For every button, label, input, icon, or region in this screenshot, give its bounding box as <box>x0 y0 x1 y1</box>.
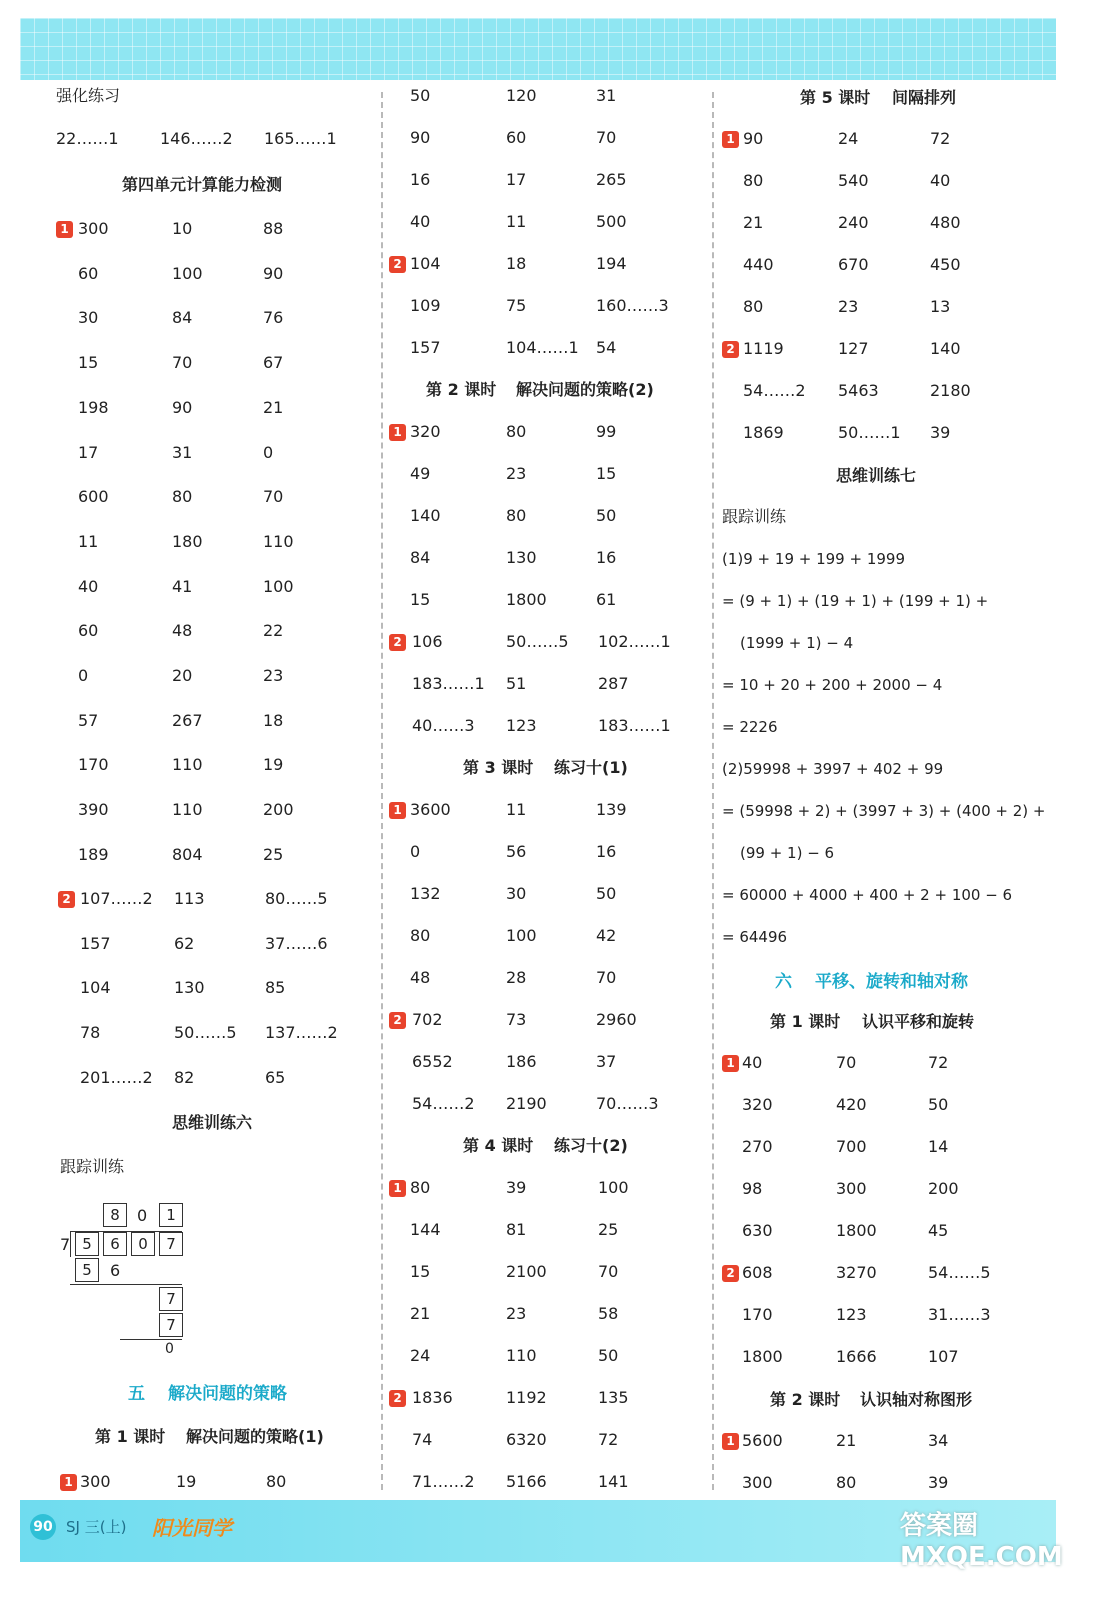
answer-cell: 80 <box>410 1178 431 1197</box>
answer-cell: 6320 <box>506 1430 547 1449</box>
equation-line: = (9 + 1) + (19 + 1) + (199 + 1) + <box>722 592 989 610</box>
answer-cell: 54……2 <box>412 1094 475 1113</box>
answer-cell: 25 <box>263 845 284 864</box>
quotient-digit: 0 <box>137 1206 148 1225</box>
answer-cell: 104……1 <box>506 338 579 357</box>
answer-cell: 18 <box>263 711 284 730</box>
answer-cell: 51 <box>506 674 527 693</box>
answer-cell: 267 <box>172 711 203 730</box>
question-tag: 1 <box>389 424 406 441</box>
answer-cell: 54……5 <box>928 1263 991 1282</box>
answer-cell: 5463 <box>838 381 879 400</box>
answer-cell: 40 <box>742 1053 763 1072</box>
question-tag: 2 <box>389 256 406 273</box>
question-tag: 1 <box>60 1474 77 1491</box>
answer-cell: 110 <box>506 1346 537 1365</box>
answer-cell: 16 <box>596 842 617 861</box>
answer-cell: 120 <box>506 86 537 105</box>
answer-cell: 57 <box>78 711 99 730</box>
answer-cell: 34 <box>928 1431 949 1450</box>
answer-cell: 130 <box>506 548 537 567</box>
answer-cell: 17 <box>78 443 99 462</box>
answer-cell: 450 <box>930 255 961 274</box>
answer-cell: 24 <box>410 1346 431 1365</box>
answer: 80 <box>266 1472 287 1491</box>
lesson-title: 练习十(2) <box>554 1136 628 1155</box>
question-tag: 1 <box>389 1180 406 1197</box>
question-tag: 2 <box>389 634 406 651</box>
lesson-title: 解决问题的策略(2) <box>516 380 654 399</box>
answer-cell: 23 <box>506 464 527 483</box>
answer-cell: 140 <box>410 506 441 525</box>
answer-cell: 21 <box>743 213 764 232</box>
answer-cell: 75 <box>506 296 527 315</box>
answer-cell: 123 <box>836 1305 867 1324</box>
answer-cell: 37 <box>596 1052 617 1071</box>
answer-cell: 76 <box>263 308 284 327</box>
answer-cell: 17 <box>506 170 527 189</box>
answer-cell: 90 <box>263 264 284 283</box>
answer-cell: 123 <box>506 716 537 735</box>
answer-cell: 50……1 <box>838 423 901 442</box>
answer-cell: 6552 <box>412 1052 453 1071</box>
answer-cell: 5166 <box>506 1472 547 1491</box>
answer-cell: 3600 <box>410 800 451 819</box>
answer-cell: 11 <box>506 800 527 819</box>
answer-cell: 60 <box>78 264 99 283</box>
equation-line: = 2226 <box>722 718 778 736</box>
answer-cell: 1800 <box>742 1347 783 1366</box>
answer-cell: 1800 <box>506 590 547 609</box>
remainder-digit: 7 <box>159 1287 183 1311</box>
answer-cell: 54……2 <box>743 381 806 400</box>
answer-cell: 3270 <box>836 1263 877 1282</box>
answer-cell: 2100 <box>506 1262 547 1281</box>
lesson-label: 第 1 课时 <box>95 1427 166 1446</box>
answer-cell: 23 <box>838 297 859 316</box>
answer-cell: 0 <box>263 443 274 462</box>
answer-cell: 100 <box>506 926 537 945</box>
division-line <box>70 1284 182 1285</box>
answer-cell: 50……5 <box>506 632 569 651</box>
answer-cell: 139 <box>596 800 627 819</box>
top-decor-band <box>20 18 1056 80</box>
lesson-label: 第 2 课时 <box>426 380 497 399</box>
answer-cell: 106 <box>412 632 443 651</box>
answer-cell: 70 <box>598 1262 619 1281</box>
quotient-digit: 1 <box>159 1203 183 1227</box>
answer-cell: 70 <box>836 1053 857 1072</box>
heading-track: 跟踪训练 <box>722 507 787 526</box>
heading-think7: 思维训练七 <box>836 466 917 485</box>
answer-cell: 98 <box>742 1179 763 1198</box>
answer-cell: 5600 <box>742 1431 783 1450</box>
answer-cell: 170 <box>742 1305 773 1324</box>
answer-cell: 19 <box>263 755 284 774</box>
answer-cell: 28 <box>506 968 527 987</box>
question-tag: 1 <box>389 802 406 819</box>
answer-cell: 80……5 <box>265 889 328 908</box>
lesson-label: 第 3 课时 <box>463 758 534 777</box>
question-tag: 2 <box>722 1265 739 1282</box>
answer-cell: 18 <box>506 254 527 273</box>
answer-cell: 60 <box>78 621 99 640</box>
answer-cell: 540 <box>838 171 869 190</box>
answer-cell: 50 <box>596 506 617 525</box>
answer-cell: 287 <box>598 674 629 693</box>
answer-cell: 170 <box>78 755 109 774</box>
section-title: 解决问题的策略 <box>168 1384 287 1404</box>
answer-cell: 80 <box>836 1473 857 1492</box>
divisor: 7 <box>60 1235 71 1254</box>
question-tag: 1 <box>722 1055 739 1072</box>
heading-track: 跟踪训练 <box>60 1157 125 1176</box>
answer-cell: 70 <box>596 128 617 147</box>
answer-cell: 25 <box>598 1220 619 1239</box>
answer-cell: 39 <box>506 1178 527 1197</box>
answer-cell: 183……1 <box>412 674 485 693</box>
answer-cell: 804 <box>172 845 203 864</box>
answer-cell: 20 <box>172 666 193 685</box>
answer-cell: 130 <box>174 978 205 997</box>
answer-cell: 157 <box>410 338 441 357</box>
answer-cell: 1800 <box>836 1221 877 1240</box>
answer-cell: 54 <box>596 338 617 357</box>
answer-cell: 102……1 <box>598 632 671 651</box>
answer-cell: 40……3 <box>412 716 475 735</box>
question-tag: 2 <box>58 891 75 908</box>
answer-cell: 420 <box>836 1095 867 1114</box>
answer-cell: 270 <box>742 1137 773 1156</box>
answer-cell: 56 <box>506 842 527 861</box>
answer-cell: 84 <box>410 548 431 567</box>
lesson-title: 解决问题的策略(1) <box>186 1427 324 1446</box>
answer-cell: 194 <box>596 254 627 273</box>
answer-cell: 11 <box>78 532 99 551</box>
question-tag: 2 <box>389 1390 406 1407</box>
equation-line: (99 + 1) − 6 <box>740 844 835 862</box>
answer-cell: 88 <box>263 219 284 238</box>
question-tag: 1 <box>56 221 73 238</box>
answer-cell: 300 <box>742 1473 773 1492</box>
answer-cell: 104 <box>80 978 111 997</box>
heading-unit4: 第四单元计算能力检测 <box>122 175 283 194</box>
answer-cell: 80 <box>506 422 527 441</box>
answer-cell: 13 <box>930 297 951 316</box>
answer-cell: 23 <box>506 1304 527 1323</box>
lesson-label: 第 1 课时 <box>770 1012 841 1031</box>
answer-cell: 73 <box>506 1010 527 1029</box>
answer-cell: 1836 <box>412 1388 453 1407</box>
answer-cell: 65 <box>265 1068 286 1087</box>
answer-cell: 30 <box>506 884 527 903</box>
equation-line: = (59998 + 2) + (3997 + 3) + (400 + 2) + <box>722 802 1046 820</box>
answer-cell: 107 <box>928 1347 959 1366</box>
answer-cell: 40 <box>78 577 99 596</box>
answer-cell: 2190 <box>506 1094 547 1113</box>
answer-cell: 23 <box>263 666 284 685</box>
answer-cell: 60 <box>506 128 527 147</box>
answer-cell: 700 <box>836 1137 867 1156</box>
answer-cell: 110 <box>263 532 294 551</box>
dividend-digit: 7 <box>159 1232 183 1256</box>
column-divider <box>381 92 383 1490</box>
answer: 146……2 <box>160 129 233 148</box>
section-title: 平移、旋转和轴对称 <box>815 972 968 992</box>
subtract-digit: 7 <box>159 1313 183 1337</box>
equation-line: (1)9 + 19 + 199 + 1999 <box>722 550 905 568</box>
question-tag: 1 <box>722 1433 739 1450</box>
answer-cell: 70 <box>596 968 617 987</box>
answer-cell: 2960 <box>596 1010 637 1029</box>
equation-line: = 60000 + 4000 + 400 + 2 + 100 − 6 <box>722 886 1013 904</box>
answer-cell: 31……3 <box>928 1305 991 1324</box>
answer-cell: 40 <box>930 171 951 190</box>
answer-cell: 198 <box>78 398 109 417</box>
page-number: 90 <box>30 1514 56 1540</box>
answer-cell: 1869 <box>743 423 784 442</box>
lesson-label: 第 2 课时 <box>770 1390 841 1409</box>
answer-cell: 608 <box>742 1263 773 1282</box>
answer-cell: 11 <box>506 212 527 231</box>
answer-cell: 50 <box>596 884 617 903</box>
answer-cell: 50 <box>928 1095 949 1114</box>
answer-cell: 113 <box>174 889 205 908</box>
answer-cell: 39 <box>928 1473 949 1492</box>
answer-cell: 80 <box>172 487 193 506</box>
column-divider <box>712 92 714 1490</box>
answer-cell: 48 <box>410 968 431 987</box>
answer: 165……1 <box>264 129 337 148</box>
division-bar <box>70 1231 72 1257</box>
answer-cell: 180 <box>172 532 203 551</box>
answer: 22……1 <box>56 129 119 148</box>
answer-cell: 109 <box>410 296 441 315</box>
answer-cell: 110 <box>172 755 203 774</box>
answer-cell: 80 <box>743 171 764 190</box>
answer-cell: 41 <box>172 577 193 596</box>
answer-cell: 320 <box>410 422 441 441</box>
watermark: 答案圈 MXQE.COM <box>900 1511 1063 1572</box>
answer-cell: 1666 <box>836 1347 877 1366</box>
answer-cell: 31 <box>172 443 193 462</box>
answer-cell: 15 <box>78 353 99 372</box>
subtract-digit: 6 <box>110 1261 121 1280</box>
answer-cell: 70……3 <box>596 1094 659 1113</box>
answer-cell: 62 <box>174 934 195 953</box>
answer-cell: 630 <box>742 1221 773 1240</box>
answer-cell: 186 <box>506 1052 537 1071</box>
lesson-title: 间隔排列 <box>892 88 957 107</box>
answer-cell: 31 <box>596 86 617 105</box>
answer-cell: 240 <box>838 213 869 232</box>
answer-cell: 2180 <box>930 381 971 400</box>
answer-cell: 58 <box>598 1304 619 1323</box>
answer-cell: 110 <box>172 800 203 819</box>
answer: 300 <box>80 1472 111 1491</box>
question-tag: 1 <box>722 131 739 148</box>
answer-cell: 50 <box>410 86 431 105</box>
answer-cell: 48 <box>172 621 193 640</box>
answer-cell: 390 <box>78 800 109 819</box>
answer-cell: 10 <box>172 219 193 238</box>
answer-cell: 74 <box>412 1430 433 1449</box>
answer-cell: 1192 <box>506 1388 547 1407</box>
answer-cell: 100 <box>598 1178 629 1197</box>
answer-cell: 72 <box>928 1053 949 1072</box>
answer-cell: 22 <box>263 621 284 640</box>
answer-cell: 127 <box>838 339 869 358</box>
answer-cell: 70 <box>172 353 193 372</box>
answer-cell: 1119 <box>743 339 784 358</box>
answer-cell: 21 <box>836 1431 857 1450</box>
dividend-digit: 0 <box>131 1232 155 1256</box>
answer-cell: 132 <box>410 884 441 903</box>
answer-cell: 107……2 <box>80 889 153 908</box>
heading-strengthen: 强化练习 <box>56 86 121 105</box>
answer-cell: 30 <box>78 308 99 327</box>
answer-cell: 81 <box>506 1220 527 1239</box>
answer-cell: 15 <box>410 1262 431 1281</box>
answer-cell: 99 <box>596 422 617 441</box>
lesson-title: 认识平移和旋转 <box>862 1012 975 1031</box>
equation-line: = 10 + 20 + 200 + 2000 − 4 <box>722 676 943 694</box>
equation-line: (1999 + 1) − 4 <box>740 634 854 652</box>
answer-cell: 21 <box>263 398 284 417</box>
quotient-digit: 8 <box>103 1203 127 1227</box>
answer-cell: 500 <box>596 212 627 231</box>
answer-cell: 670 <box>838 255 869 274</box>
answer-cell: 300 <box>836 1179 867 1198</box>
answer-cell: 144 <box>410 1220 441 1239</box>
answer-cell: 320 <box>742 1095 773 1114</box>
final-remainder: 0 <box>165 1341 174 1357</box>
lesson-title: 认识轴对称图形 <box>860 1390 973 1409</box>
answer-cell: 135 <box>598 1388 629 1407</box>
answer-cell: 702 <box>412 1010 443 1029</box>
answer-cell: 265 <box>596 170 627 189</box>
answer-cell: 72 <box>598 1430 619 1449</box>
edition-label: SJ 三(上) <box>66 1518 127 1536</box>
answer-cell: 0 <box>410 842 421 861</box>
answer-cell: 140 <box>930 339 961 358</box>
answer-cell: 90 <box>410 128 431 147</box>
answer-cell: 80 <box>743 297 764 316</box>
answer-cell: 104 <box>410 254 441 273</box>
answer-cell: 100 <box>172 264 203 283</box>
answer-cell: 82 <box>174 1068 195 1087</box>
brand-logo: 阳光同学 <box>152 1516 232 1540</box>
section-number: 五 <box>128 1384 145 1404</box>
answer-cell: 189 <box>78 845 109 864</box>
answer-cell: 71……2 <box>412 1472 475 1491</box>
answer-cell: 50……5 <box>174 1023 237 1042</box>
answer-cell: 600 <box>78 487 109 506</box>
answer-cell: 15 <box>596 464 617 483</box>
answer-cell: 160……3 <box>596 296 669 315</box>
lesson-title: 练习十(1) <box>554 758 628 777</box>
subtract-digit: 5 <box>75 1258 99 1282</box>
question-tag: 2 <box>389 1012 406 1029</box>
answer-cell: 70 <box>263 487 284 506</box>
answer-cell: 200 <box>928 1179 959 1198</box>
answer-cell: 201……2 <box>80 1068 153 1087</box>
heading-think6: 思维训练六 <box>172 1113 253 1132</box>
answer-cell: 137……2 <box>265 1023 338 1042</box>
answer-cell: 45 <box>928 1221 949 1240</box>
answer-cell: 90 <box>172 398 193 417</box>
answer-cell: 157 <box>80 934 111 953</box>
answer-cell: 80 <box>410 926 431 945</box>
answer-cell: 16 <box>410 170 431 189</box>
answer-cell: 480 <box>930 213 961 232</box>
lesson-label: 第 5 课时 <box>800 88 871 107</box>
answer-cell: 200 <box>263 800 294 819</box>
answer-cell: 14 <box>928 1137 949 1156</box>
answer-cell: 90 <box>743 129 764 148</box>
dividend-digit: 5 <box>75 1232 99 1256</box>
answer-cell: 21 <box>410 1304 431 1323</box>
answer-cell: 72 <box>930 129 951 148</box>
answer-cell: 49 <box>410 464 431 483</box>
answer-cell: 40 <box>410 212 431 231</box>
answer-cell: 440 <box>743 255 774 274</box>
lesson-label: 第 4 课时 <box>463 1136 534 1155</box>
answer-cell: 78 <box>80 1023 101 1042</box>
equation-line: = 64496 <box>722 928 788 946</box>
answer-cell: 37……6 <box>265 934 328 953</box>
answer-cell: 183……1 <box>598 716 671 735</box>
section-number: 六 <box>775 972 792 992</box>
answer-cell: 50 <box>598 1346 619 1365</box>
answer-cell: 300 <box>78 219 109 238</box>
answer-cell: 15 <box>410 590 431 609</box>
equation-line: (2)59998 + 3997 + 402 + 99 <box>722 760 944 778</box>
answer: 19 <box>176 1472 197 1491</box>
answer-cell: 67 <box>263 353 284 372</box>
answer-cell: 42 <box>596 926 617 945</box>
question-tag: 2 <box>722 341 739 358</box>
answer-cell: 100 <box>263 577 294 596</box>
answer-cell: 24 <box>838 129 859 148</box>
answer-cell: 84 <box>172 308 193 327</box>
answer-cell: 39 <box>930 423 951 442</box>
answer-cell: 85 <box>265 978 286 997</box>
answer-cell: 80 <box>506 506 527 525</box>
answer-cell: 0 <box>78 666 89 685</box>
dividend-digit: 6 <box>103 1232 127 1256</box>
answer-cell: 16 <box>596 548 617 567</box>
answer-cell: 141 <box>598 1472 629 1491</box>
answer-cell: 61 <box>596 590 617 609</box>
